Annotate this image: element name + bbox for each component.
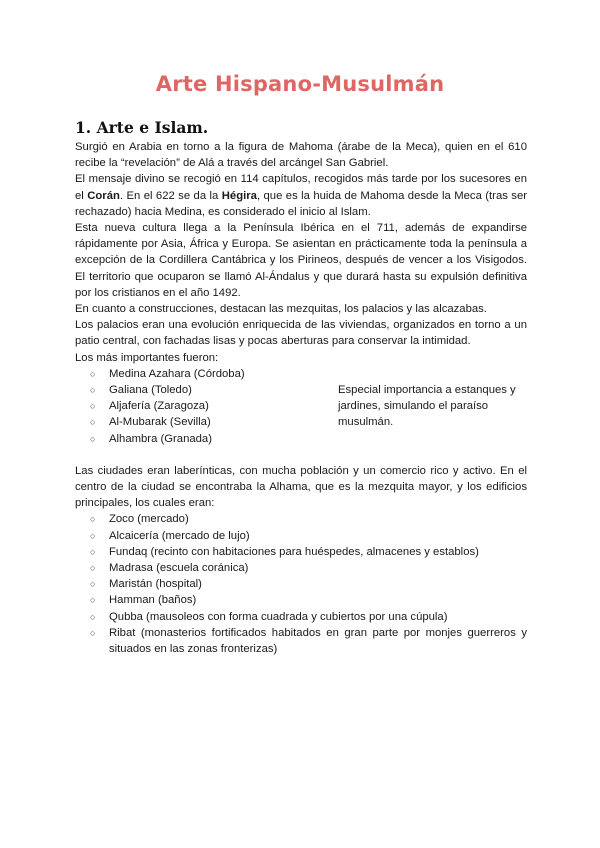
paragraph-origin: Surgió en Arabia en torno a la figura de Mahoma (árabe de la Meca), quien en el 610 recibe la “revelación” de Alá a través del arcángel San Gabriel.: [75, 141, 527, 170]
paragraph-cities: Las ciudades eran laberínticas, con mucha población y un comercio rico y activo. En el centro de la ciudad se encontraba la Alhama, que es la mezquita mayor, y los edificios principales, los cuales eran:: [75, 464, 527, 510]
list-item: ○ Al-Mubarak (Sevilla): [109, 414, 527, 430]
list-item: ○ Alcaicería (mercado de lujo): [109, 528, 527, 544]
spacer: [75, 447, 527, 463]
paragraph-constructions: En cuanto a construcciones, destacan las mezquitas, los palacios y las alcazabas.: [75, 303, 487, 316]
list-item: ○ Medina Azahara (Córdoba): [109, 366, 527, 382]
page-title: Arte Hispano-Musulmán: [155, 72, 445, 96]
text-span: El mensaje divino se recogió en 114 capítulos, recogidos más tarde por los sucesores en el: [75, 173, 527, 202]
term-hegira: Hégira: [221, 189, 257, 202]
list-item: ○ Ribat (monasterios fortificados habitados en gran parte por monjes guerreros y situados en las zonas fronterizas): [109, 625, 527, 657]
section-heading: [75, 118, 208, 137]
list-item: ○ Hamman (baños): [109, 592, 527, 608]
section-number: 1.: [75, 118, 92, 137]
section-heading-text: Arte e Islam.: [96, 118, 209, 137]
list-item: ○ Galiana (Toledo): [109, 382, 527, 398]
text-span: , que es la huida de Mahoma desde la Meca (tras ser rechazado) hacia Medina, es considerado el inicio al Islam.: [75, 189, 527, 218]
document-body: [75, 139, 527, 657]
list-item: ○ Zoco (mercado): [109, 511, 527, 527]
term-coran: Corán: [87, 189, 120, 202]
list-item: ○ Qubba (mausoleos con forma cuadrada y cubiertos por una cúpula): [109, 609, 527, 625]
paragraph-peninsula: Esta nueva cultura llega a la Península Ibérica en el 711, además de expandirse rápidamente por Asia, África y Europa. Se asientan en prácticamente toda la península a excepción de la Cordillera Cantábrica y los Pirineos, después de vencer a los Visigodos. El territorio que ocuparon se llamó Al-Ándalus y que durará hasta su expulsión definitiva por los cristianos en el año 1492.: [75, 222, 527, 299]
paragraph-important: Los más importantes fueron:: [75, 351, 219, 364]
paragraph-coran: [75, 171, 527, 220]
paragraph-palaces: Los palacios eran una evolución enriquecida de las viviendas, organizados en torno a un patio central, con fachadas lisas y pocas aberturas para conservar la intimidad.: [75, 319, 527, 348]
palaces-note: Especial importancia a estanques y jardines, simulando el paraíso musulmán.: [338, 383, 516, 429]
list-item: ○ Maristán (hospital): [109, 576, 527, 592]
list-item: ○ Fundaq (recinto con habitaciones para huéspedes, almacenes y establos): [109, 544, 527, 560]
list-item: ○ Alhambra (Granada): [109, 431, 527, 447]
palaces-block: [75, 366, 527, 447]
list-item: ○ Aljafería (Zaragoza): [109, 398, 527, 414]
text-span: . En el 622 se da la: [119, 189, 222, 202]
buildings-list: [75, 511, 527, 657]
list-item: ○ Madrasa (escuela coránica): [109, 560, 527, 576]
